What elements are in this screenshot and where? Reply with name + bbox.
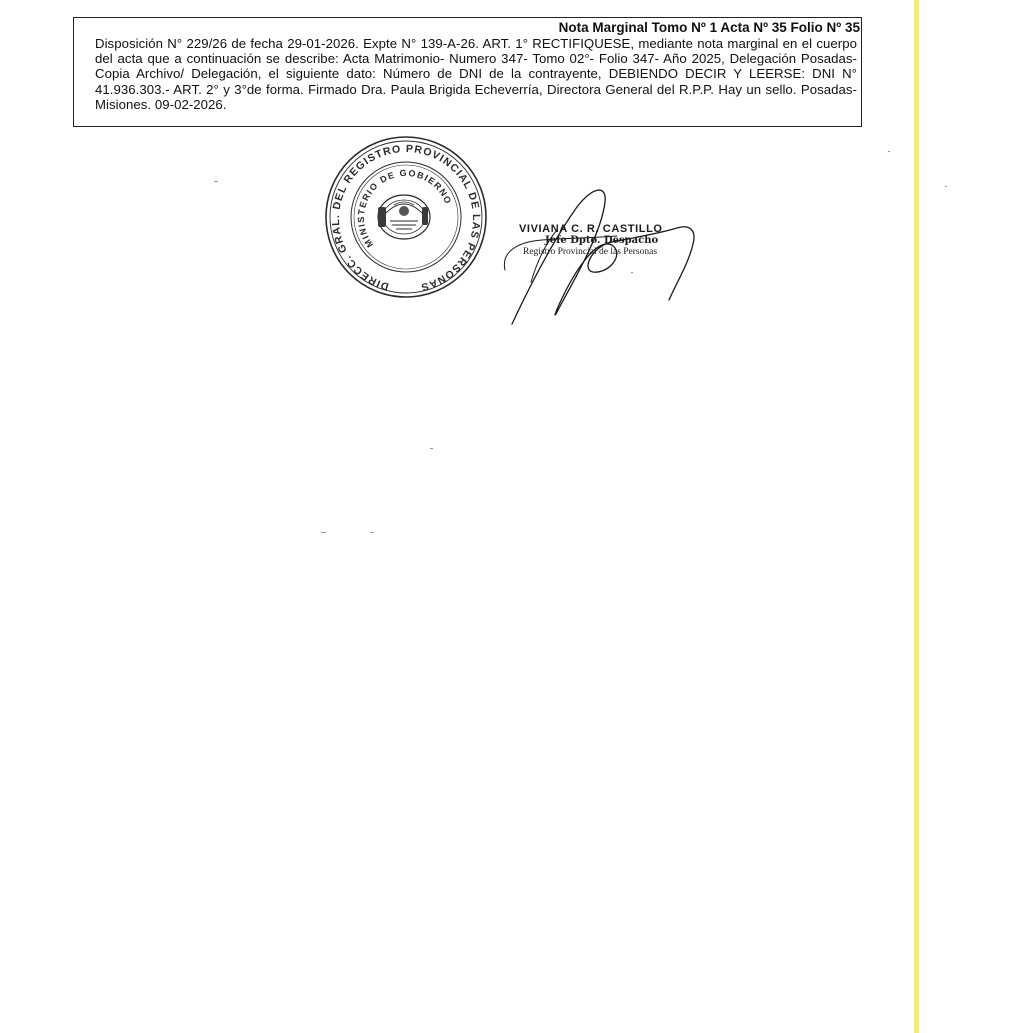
signature-block: [497, 182, 712, 332]
page-edge-stripe: [914, 0, 919, 1033]
seal-inner-text: MINISTERIO DE GOBIERNO: [355, 167, 454, 250]
scan-speck: [370, 532, 374, 533]
marginal-note-body: Disposición N° 229/26 de fecha 29-01-2026. Expte N° 139-A-26. ART. 1° RECTIFIQUESE, mediante nota marginal en el cuerpo del acta que a continuación se describe: Acta Matrimonio- Numero 347- Tomo 02°- Folio 347- Año 2025, Delegación Posadas- Copia Archivo/ Delegación, el siguiente dato: Número de DNI de la contrayente, DEBIENDO DECIR Y LEERSE: DNI N° 41.936.303.- ART. 2° y 3°de forma. Firmado Dra. Paula Brigida Echeverría, Directora General del R.P.P. Hay un sello. Posadas- Misiones. 09-02-2026.: [95, 36, 857, 112]
scan-speck: [888, 151, 890, 152]
scan-speck: [321, 532, 326, 533]
coat-of-arms-icon: [378, 195, 430, 239]
scan-speck: [945, 186, 947, 187]
marginal-note-title: Nota Marginal Tomo Nº 1 Acta Nº 35 Folio Nº 35: [558, 20, 860, 35]
scan-speck: [430, 448, 433, 449]
scan-speck: [631, 272, 633, 273]
official-seal: [310, 133, 502, 298]
scan-speck: [214, 181, 218, 182]
signatory-name: VIVIANA C. R. CASTILLO: [519, 223, 663, 235]
handwritten-signature: [497, 182, 712, 332]
marginal-note-box: [73, 17, 862, 127]
signatory-organization: Registro Provincial de las Personas: [523, 247, 658, 257]
signatory-role: Jefe Dpto. Despacho: [545, 235, 659, 246]
seal-outer-text: DIRECC. GRAL. DEL REGISTRO PROVINCIAL DE LAS PERSONAS: [329, 142, 483, 294]
